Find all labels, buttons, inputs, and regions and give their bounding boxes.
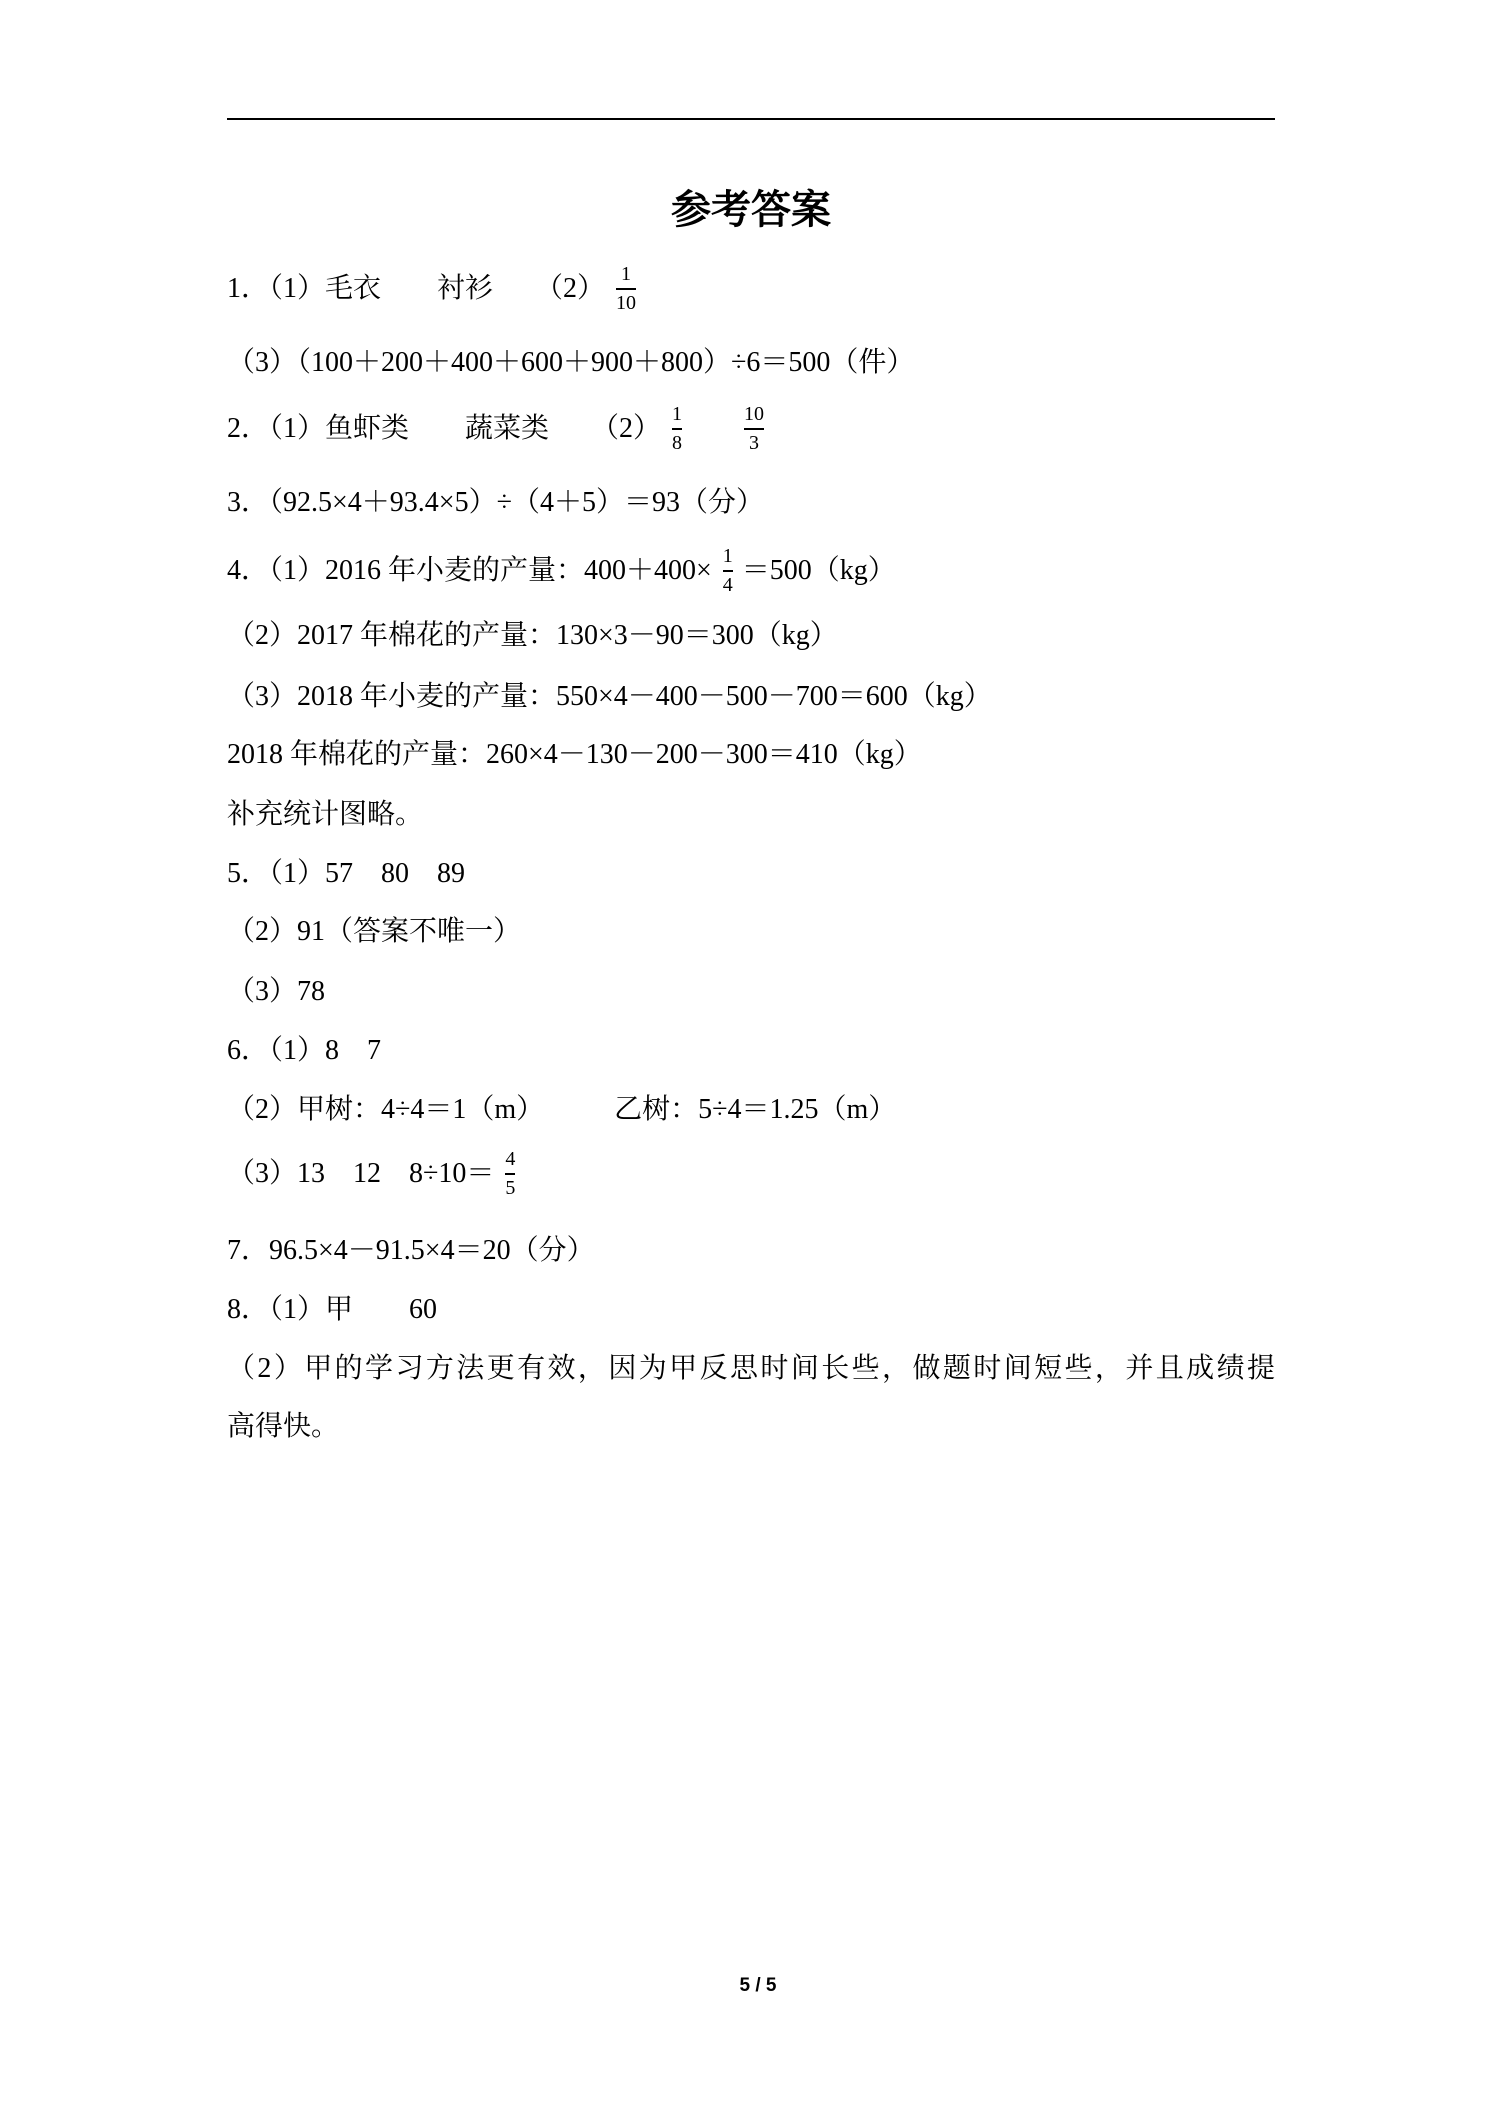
- answer-text: （2）甲树：4÷4＝1（m） 乙树：5÷4＝1.25（m）: [227, 1094, 897, 1125]
- answer-text: 补充统计图略。: [227, 799, 424, 830]
- answer-5-line-1: [227, 844, 465, 904]
- fraction-denominator: 4: [722, 573, 733, 596]
- fraction-bar: [672, 428, 682, 430]
- fraction: [741, 403, 767, 455]
- answer-text: 高得快。: [227, 1411, 340, 1442]
- answer-text: 7．96.5×4－91.5×4＝20（分）: [227, 1235, 595, 1266]
- answer-text: 2018 年棉花的产量：260×4－130－200－300＝410（kg）: [227, 739, 922, 770]
- answer-7-line-1: [227, 1221, 595, 1281]
- answer-4-line-4: [227, 725, 922, 785]
- page-title: 参考答案: [671, 187, 831, 232]
- fraction-numerator: 10: [744, 403, 765, 426]
- answer-8-line-1: [227, 1280, 437, 1340]
- answer-6-line-2: [227, 1080, 896, 1140]
- fraction-bar: [744, 428, 764, 430]
- fraction: [613, 263, 639, 315]
- answer-8-line-3: [227, 1397, 339, 1457]
- answer-text: 5．（1）57 80 89: [227, 858, 466, 889]
- header-rule: [227, 118, 1275, 120]
- answer-text: 1．（1）毛衣 衬衫 （2）: [227, 273, 606, 304]
- answer-text: 4．（1）2016 年小麦的产量：400＋400×: [227, 555, 712, 586]
- fraction-bar: [616, 288, 636, 290]
- page-number: 5 / 5: [739, 1975, 777, 1996]
- fraction-bar: [723, 570, 733, 572]
- answer-4-line-3: [227, 667, 992, 727]
- answer-text: （3）13 12 8÷10＝: [227, 1158, 495, 1189]
- fraction: [669, 403, 685, 455]
- answer-4-line-5: [227, 785, 423, 845]
- answer-5-line-3: [227, 962, 325, 1022]
- answer-8-line-2: （2）甲的学习方法更有效，因为甲反思时间长些，做题时间短些，并且成绩提: [227, 1353, 1275, 1384]
- answer-1-line-2: [227, 333, 914, 393]
- answer-6-line-1: [227, 1021, 381, 1081]
- fraction: [720, 545, 736, 597]
- answer-text: （3）78: [227, 976, 326, 1007]
- answer-1-line-1: [227, 259, 645, 319]
- answer-text: （2）91（答案不唯一）: [227, 916, 522, 947]
- fraction-bar: [505, 1173, 515, 1175]
- answer-4-line-1: [227, 541, 896, 601]
- answer-text: 3．（92.5×4＋93.4×5）÷（4＋5）＝93（分）: [227, 487, 764, 518]
- answer-text: 6．（1）8 7: [227, 1035, 382, 1066]
- fraction-numerator: 1: [621, 263, 632, 286]
- fraction: [502, 1148, 518, 1200]
- fraction-numerator: 1: [722, 545, 733, 568]
- answer-text: （3）2018 年小麦的产量：550×4－400－500－700＝600（kg）: [227, 681, 992, 712]
- answer-3-line-1: [227, 473, 764, 533]
- fraction-denominator: 8: [672, 431, 683, 454]
- answer-text: 8．（1）甲 60: [227, 1294, 438, 1325]
- answer-text: ＝500（kg）: [741, 555, 896, 586]
- answer-2-line-1: [227, 399, 773, 459]
- answer-5-line-2: [227, 902, 521, 962]
- answer-4-line-2: [227, 606, 838, 666]
- answer-text: （2）2017 年棉花的产量：130×3－90＝300（kg）: [227, 620, 838, 651]
- fraction-denominator: 5: [505, 1176, 516, 1199]
- fraction-denominator: 3: [749, 431, 760, 454]
- answer-text: 2．（1）鱼虾类 蔬菜类 （2）: [227, 413, 662, 444]
- answer-6-line-3: [227, 1144, 524, 1204]
- fraction-numerator: 1: [672, 403, 683, 426]
- fraction-denominator: 10: [616, 291, 637, 314]
- answer-text: （3）（100＋200＋400＋600＋900＋800）÷6＝500（件）: [227, 347, 915, 378]
- fraction-numerator: 4: [505, 1148, 516, 1171]
